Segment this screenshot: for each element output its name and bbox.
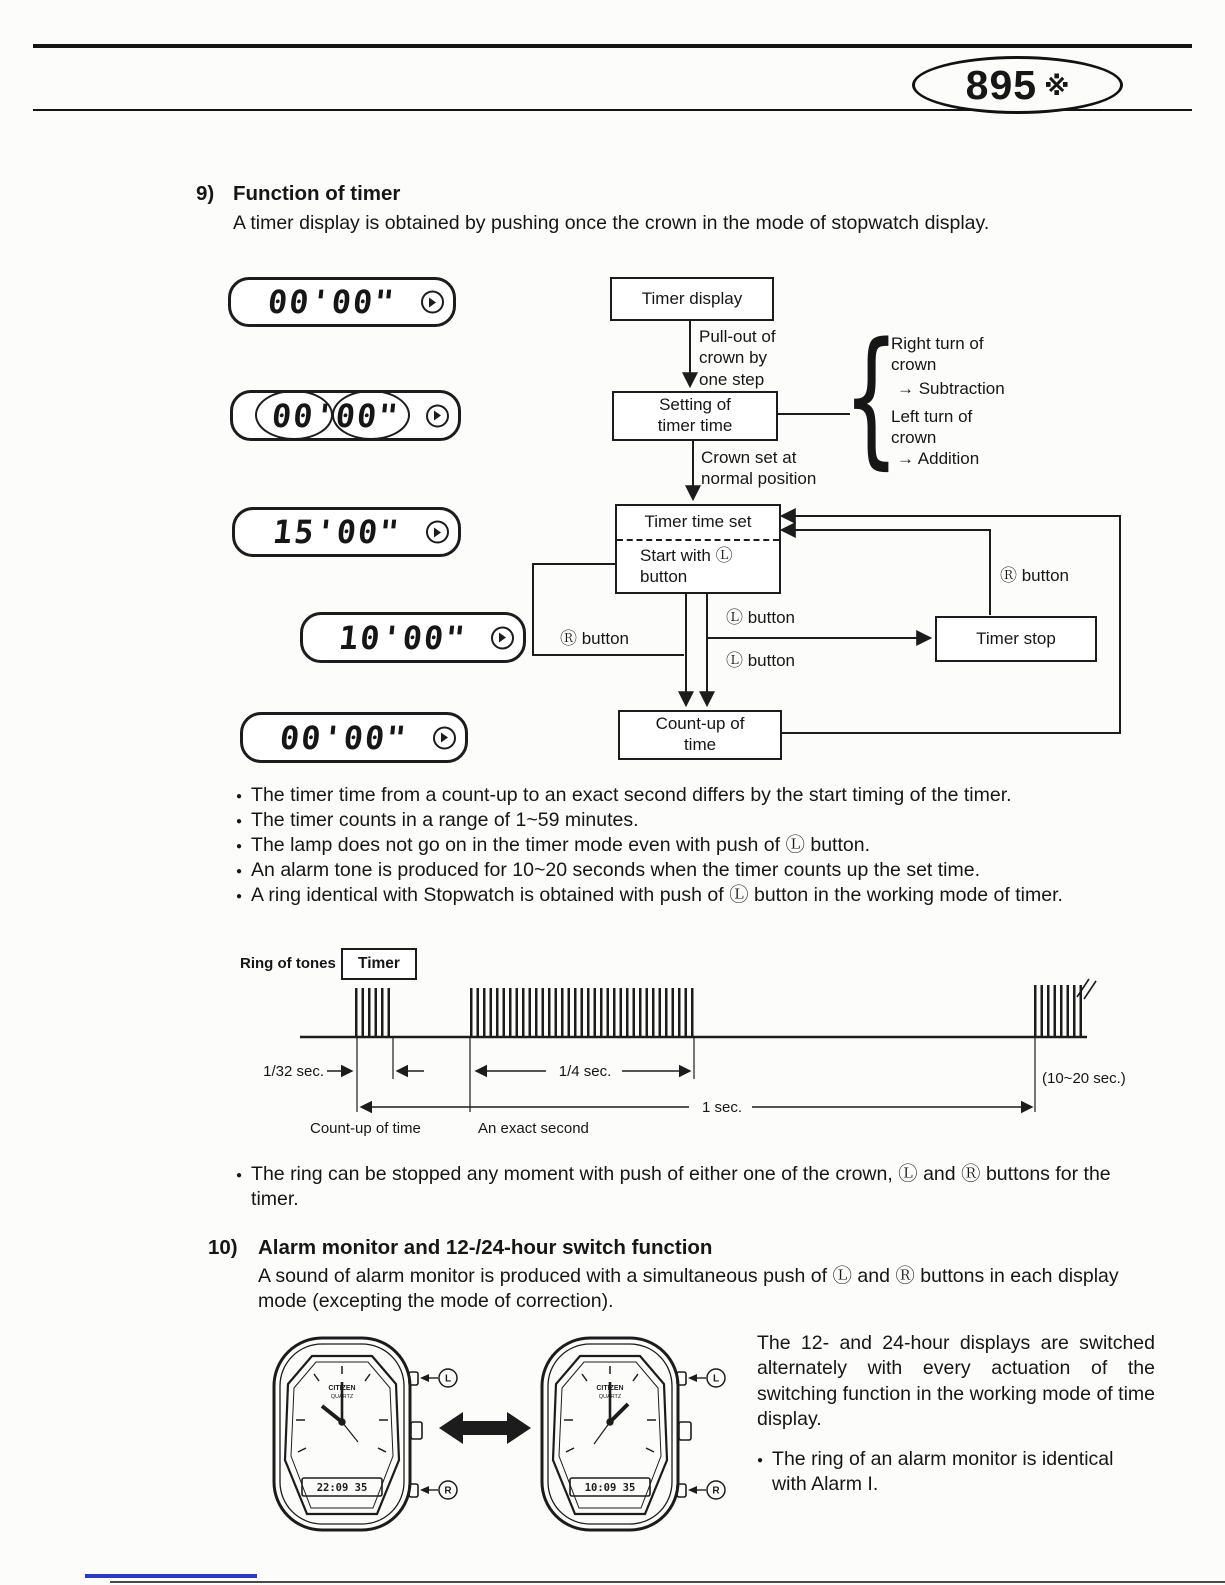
duration-1: 1 sec. (692, 1099, 752, 1116)
label-addition: → Addition (897, 449, 980, 468)
flow-box-timer-time-set (615, 504, 781, 594)
play-indicator-icon (491, 626, 514, 649)
label-subtraction: → Subtraction (897, 379, 1005, 398)
duration-10-20: (10~20 sec.) (1042, 1070, 1126, 1087)
tone-burst-3 (1034, 985, 1086, 1037)
play-indicator-icon (426, 521, 449, 544)
bullet-text: ● The ring of an alarm monitor is identical with Alarm I. (772, 1448, 1114, 1496)
flow-box-label: Count-up of time (655, 714, 745, 754)
label-count-up-of-time: Count-up of time (310, 1120, 421, 1137)
bullet-text: ● An alarm tone is produced for 10~20 seconds when the timer counts up the set time. (251, 859, 981, 881)
model-number: 895 (965, 61, 1038, 108)
watch-brand-line2: QUARTZ (598, 1394, 622, 1400)
bullet-text: ● The lamp does not go on in the timer mode even with push of Ⓛ button. (251, 834, 870, 856)
start-with-l-row (617, 541, 779, 592)
bullet-text: ● The timer counts in a range of 1~59 minutes. (251, 809, 639, 831)
lcd-value: 00'00" (278, 718, 410, 757)
lcd-display-1 (228, 277, 456, 327)
flow-box-label: Timer display (641, 288, 743, 308)
r-button-letter: R (712, 1485, 720, 1497)
label-right-turn: Right turn of crown (891, 334, 984, 375)
play-indicator-icon (426, 404, 449, 427)
timer-time-set-row (617, 506, 779, 541)
duration-1-32: 1/32 sec. (263, 1063, 324, 1080)
section10-number: 10) (208, 1236, 238, 1259)
play-indicator-icon (433, 726, 456, 749)
lcd-value: 00'00" (266, 283, 398, 321)
section10-paragraph: The 12- and 24-hour displays are switched alternately with every actuation of the switching function in the working mode of time display. (757, 1332, 1155, 1431)
flow-box-label: Timer time set (644, 512, 752, 532)
l-button-letter: L (444, 1373, 452, 1385)
label-exact-second: An exact second (478, 1120, 589, 1137)
lcd-display-5 (240, 712, 468, 763)
brace-icon: { (843, 311, 900, 483)
flow-box-count-up (618, 710, 782, 760)
digital-time: 22:09 35 (316, 1482, 368, 1494)
tone-burst-2 (470, 988, 695, 1037)
section10-intro: A sound of alarm monitor is produced with a simultaneous push of Ⓛ and Ⓡ buttons in each display mode (excepting the mode of correction). (258, 1265, 1119, 1313)
bullet-text: ● The ring can be stopped any moment with push of either one of the crown, Ⓛ and Ⓡ buttons for the timer. (251, 1163, 1111, 1211)
duration-1-4: 1/4 sec. (548, 1063, 622, 1080)
bullet-text: ● A ring identical with Stopwatch is obtained with push of Ⓛ button in the working mode of timer. (251, 884, 1063, 906)
lcd-value: 10'00" (337, 618, 469, 657)
lcd-value: 15'00" (270, 513, 403, 551)
lcd-display-4 (300, 612, 526, 663)
play-indicator-icon (421, 291, 444, 314)
flow-box-setting (612, 391, 778, 441)
flow-box-label: Setting of timer time (657, 395, 733, 435)
flow-box-label: Timer stop (976, 628, 1056, 648)
flow-box-timer-stop (935, 616, 1097, 662)
label-left-turn: Left turn of crown (891, 407, 973, 448)
watch-brand: CITIZEN (596, 1385, 624, 1392)
section10-title: Alarm monitor and 12-/24-hour switch function (258, 1236, 713, 1259)
tone-waveform (300, 979, 1096, 1112)
l-button-letter: L (712, 1373, 720, 1385)
label-pull-out-crown: Pull-out of crown by one step (699, 327, 776, 389)
lcd-minutes: 00' (269, 396, 338, 435)
tone-burst-1 (355, 988, 393, 1037)
label-r-button-right: Ⓡ button (1000, 566, 1069, 585)
section9-title: Function of timer (233, 182, 401, 205)
section9-number: 9) (196, 182, 215, 205)
lcd-seconds: 00" (333, 396, 402, 435)
label-l-button-1: Ⓛ button (726, 608, 795, 627)
digital-time: 10:09 35 (584, 1482, 636, 1494)
ring-of-tones-label: Ring of tones (240, 955, 336, 972)
section9-intro: A timer display is obtained by pushing once the crown in the mode of stopwatch display. (233, 212, 990, 234)
model-badge (912, 56, 1123, 114)
label-r-button-left: Ⓡ button (560, 629, 629, 648)
lcd-value (270, 397, 422, 435)
lcd-display-3 (232, 507, 461, 557)
watch-brand-line2: QUARTZ (330, 1394, 354, 1400)
watch-brand: CITIZEN (328, 1385, 356, 1392)
label-crown-set: Crown set at normal position (701, 448, 817, 489)
r-button-letter: R (444, 1485, 452, 1497)
bullet-text: ● The timer time from a count-up to an exact second differs by the start timing of the timer. (251, 784, 1012, 806)
lcd-display-2 (230, 390, 461, 441)
flow-box-label: Start with Ⓛ button (640, 545, 733, 586)
timer-mode-box: Timer (341, 948, 417, 980)
label-l-button-2: Ⓛ button (726, 651, 795, 670)
flow-box-timer-display (610, 277, 774, 321)
reference-mark-icon: ※ (1044, 70, 1070, 101)
